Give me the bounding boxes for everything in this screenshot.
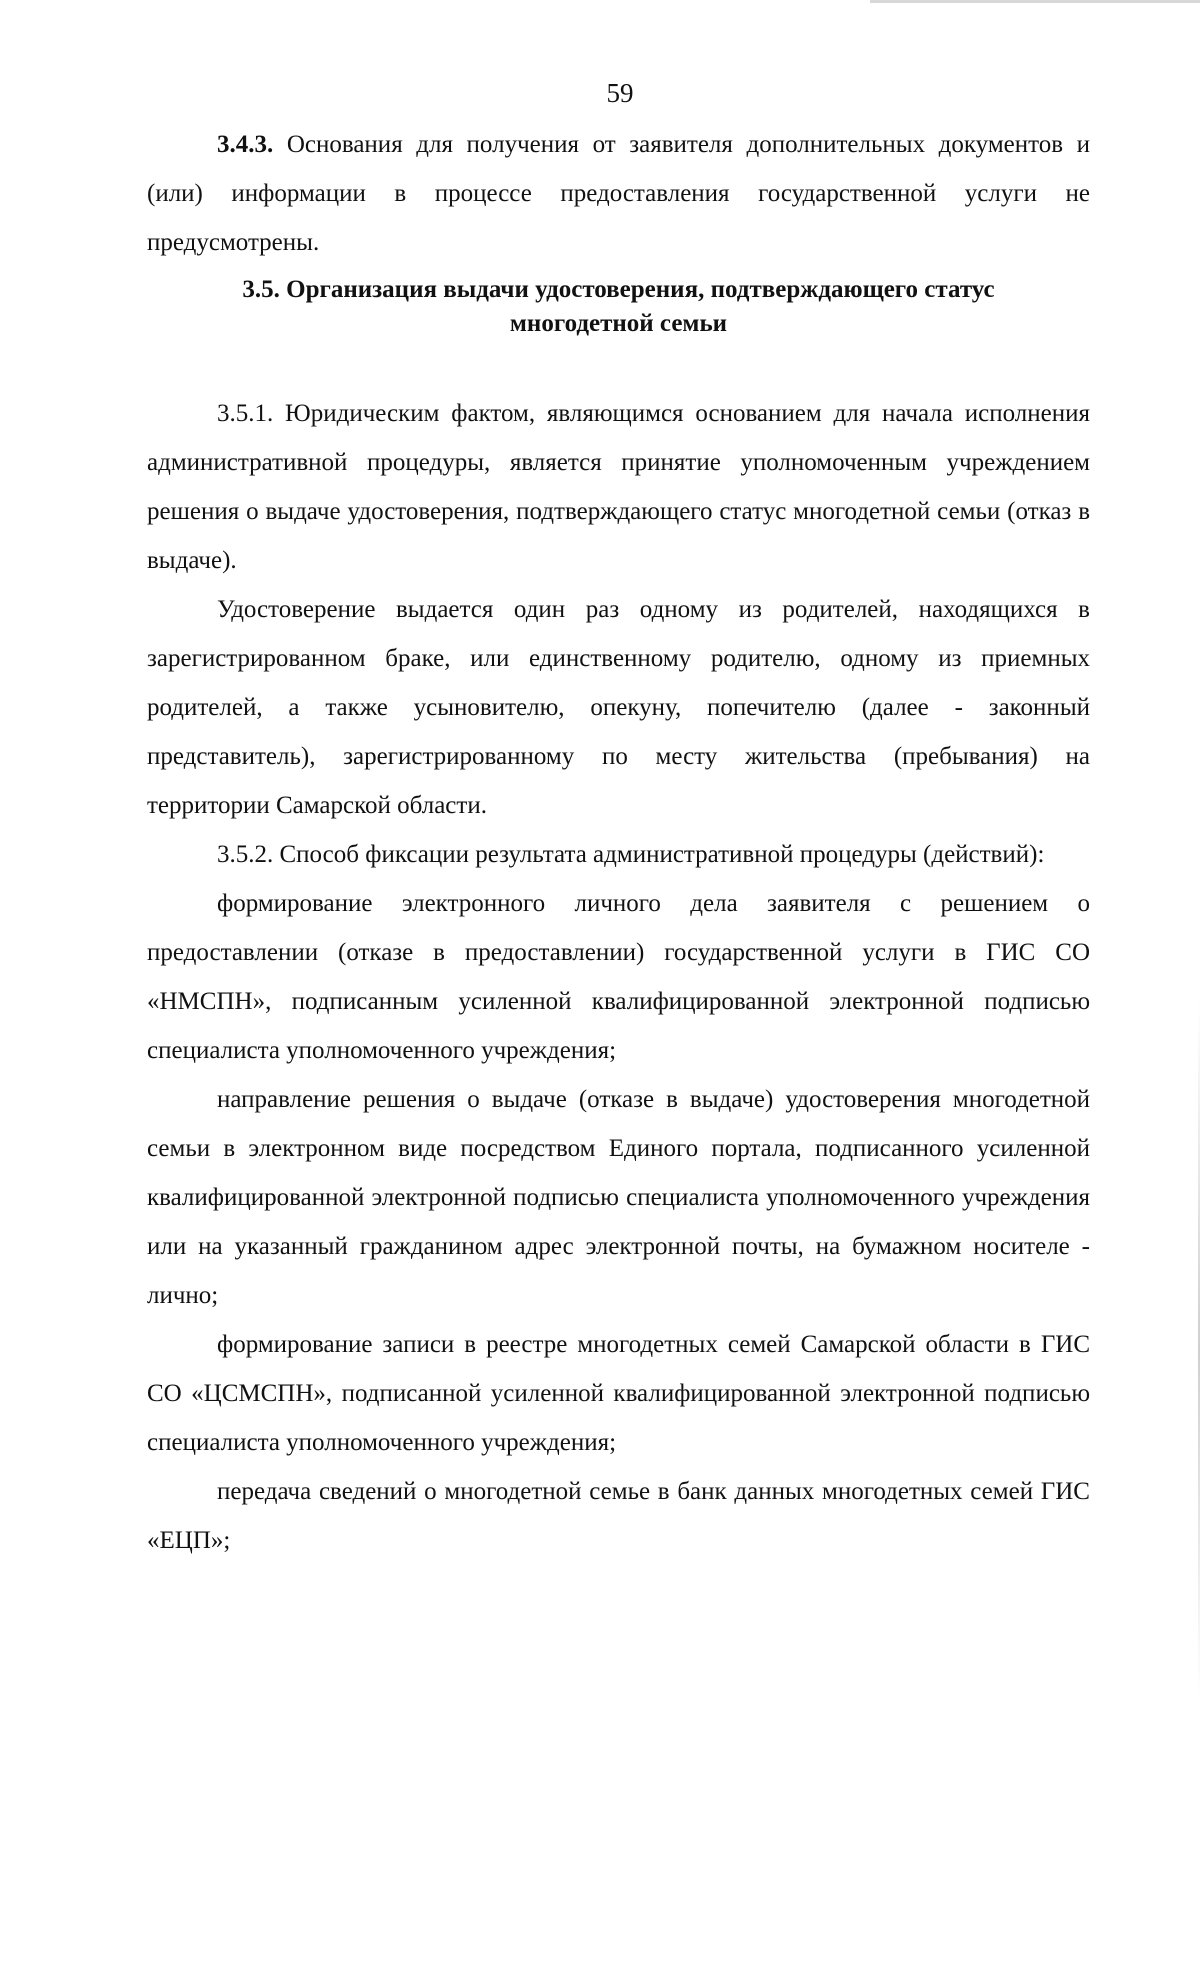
- paragraph-certificate-issuance: Удостоверение выдается один раз одному из родителей, находящихся в зарегистрированном браке, или единственному родителю, одному из приемных родителей, а также усыновителю, опекуну, попечителю (далее - законный представитель), зарегистрированному по месту жительства (пребывания) на территории Самарской области.: [147, 596, 1090, 819]
- paragraph-3-5-1: 3.5.1. Юридическим фактом, являющимся основанием для начала исполнения административной процедуры, является принятие уполномоченным учреждением решения о выдаче удостоверения, подтверждающего статус многодетной семьи (отказ в выдаче).: [147, 400, 1090, 574]
- list-item-electronic-file: формирование электронного личного дела заявителя с решением о предоставлении (отказе в предоставлении) государственной услуги в ГИС СО «НМСПН», подписанным усиленной квалифицированной электронной подписью специалиста уполномоченного учреждения;: [147, 890, 1090, 1064]
- paragraph-3-5-2: 3.5.2. Способ фиксации результата административной процедуры (действий):: [217, 841, 1045, 868]
- section-3-4-3-number: 3.4.3.: [217, 131, 274, 158]
- document-body: [147, 120, 1090, 1565]
- page-number: 59: [606, 78, 634, 108]
- section-3-5-heading: [147, 273, 1090, 389]
- list-item-registry-record: формирование записи в реестре многодетных семей Самарской области в ГИС СО «ЦСМСПН», подписанной усиленной квалифицированной электронной подписью специалиста уполномоченного учреждения;: [147, 1331, 1090, 1456]
- list-item-decision-sending: направление решения о выдаче (отказе в выдаче) удостоверения многодетной семьи в электронном виде посредством Единого портала, подписанного усиленной квалифицированной электронной подписью специалиста уполномоченного учреждения или на указанный гражданином адрес электронной почты, на бумажном носителе - лично;: [147, 1086, 1090, 1309]
- section-3-5-heading-line2: многодетной семьи: [509, 310, 728, 337]
- section-3-5-heading-line1: 3.5. Организация выдачи удостоверения, подтверждающего статус: [242, 276, 995, 303]
- list-item-data-transfer: передача сведений о многодетной семье в банк данных многодетных семей ГИС «ЕЦП»;: [147, 1478, 1090, 1554]
- section-3-4-3-text: Основания для получения от заявителя дополнительных документов и (или) информации в процессе предоставления государственной услуги не предусмотрены.: [147, 131, 1090, 256]
- section-3-4-3: [147, 120, 1090, 267]
- scan-edge-top: [870, 0, 1200, 3]
